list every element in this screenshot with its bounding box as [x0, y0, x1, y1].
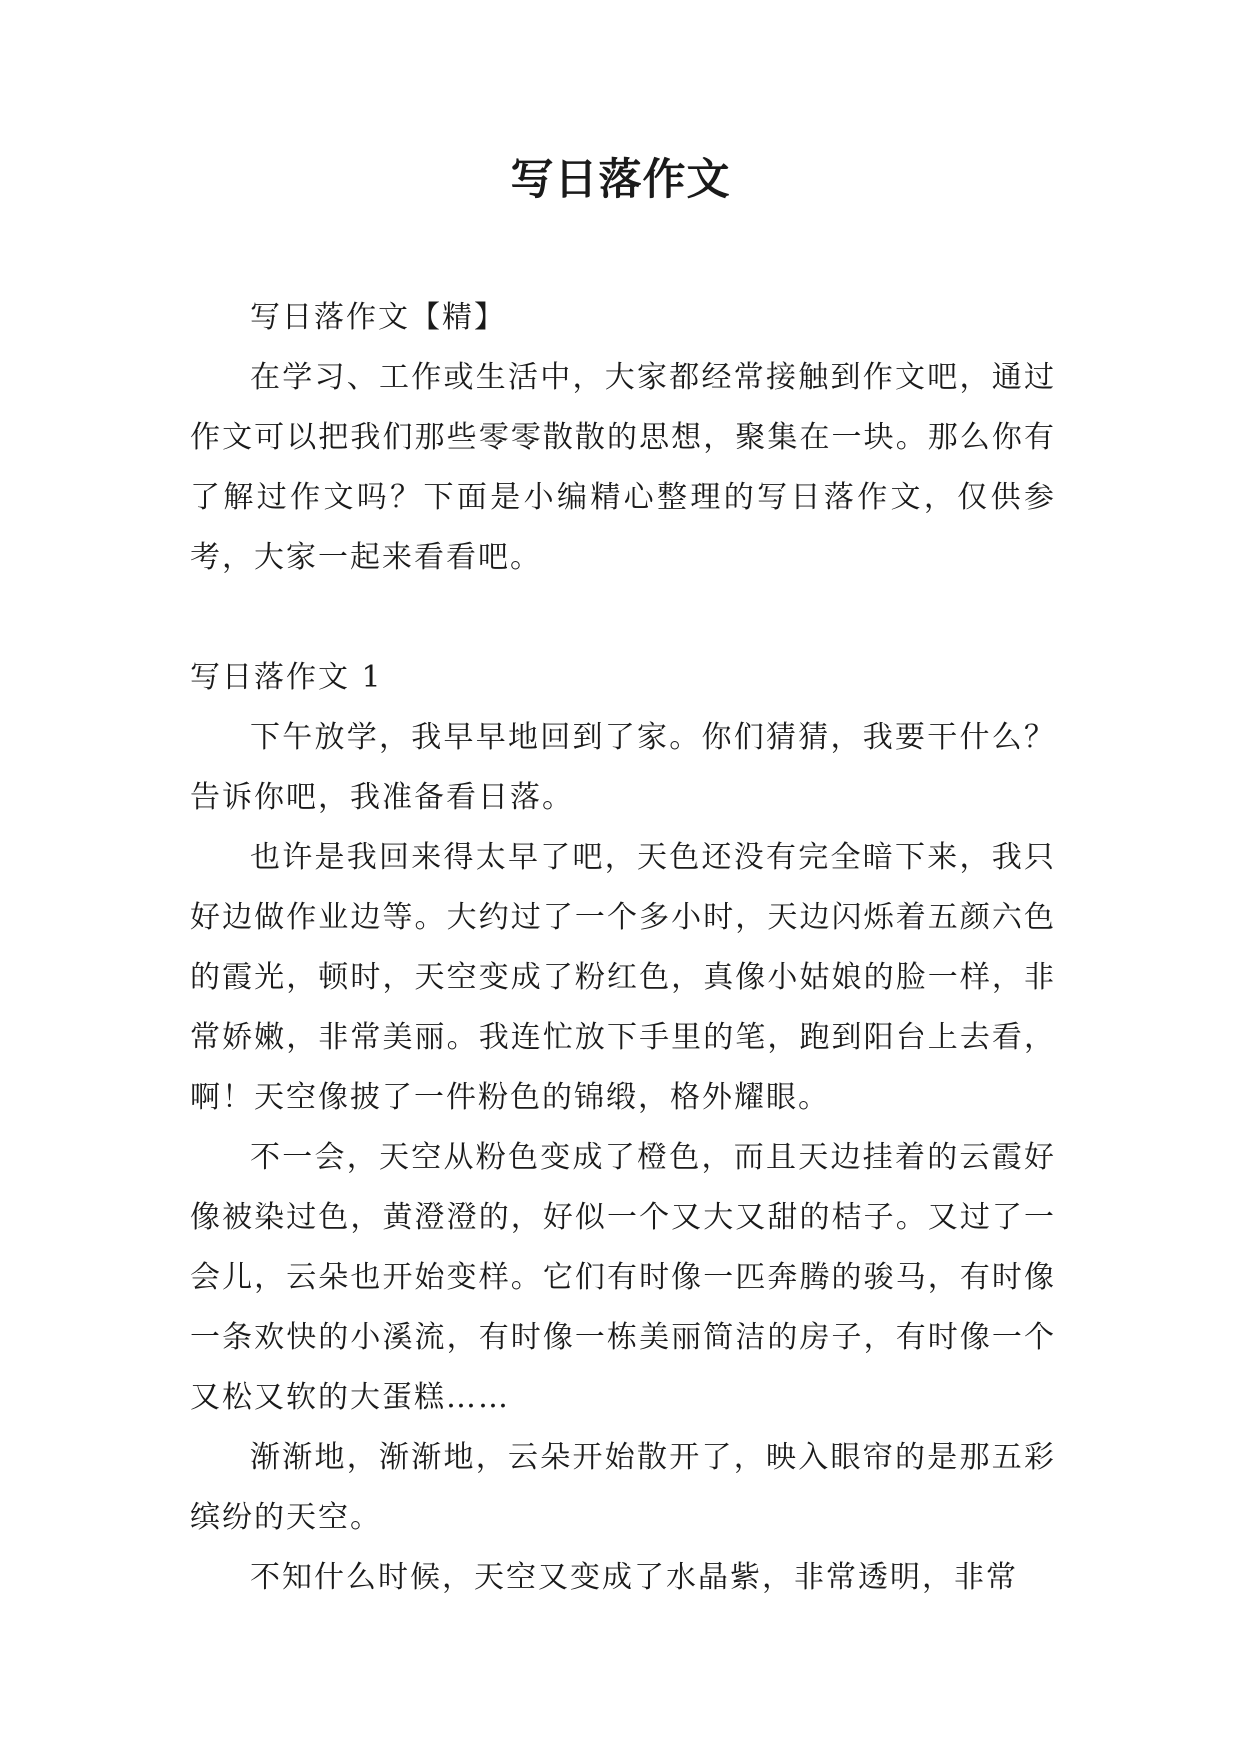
body-paragraph: 下午放学，我早早地回到了家。你们猜猜，我要干什么？告诉你吧，我准备看日落。 [190, 720, 1056, 815]
document-body [190, 288, 1056, 1608]
document-title: 写日落作文 [510, 155, 731, 205]
body-paragraph: 也许是我回来得太早了吧，天色还没有完全暗下来，我只好边做作业边等。大约过了一个多小时，天边闪烁着五颜六色的霞光，顿时，天空变成了粉红色，真像小姑娘的脸一样，非常娇嫩，非常美丽。我连忙放下手里的笔，跑到阳台上去看，啊！天空像披了一件粉色的锦缎，格外耀眼。 [190, 840, 1056, 1115]
section-heading: 写日落作文 1 [190, 660, 383, 695]
body-paragraph: 不一会，天空从粉色变成了橙色，而且天边挂着的云霞好像被染过色，黄澄澄的，好似一个又大又甜的桔子。又过了一会儿，云朵也开始变样。它们有时像一匹奔腾的骏马，有时像一条欢快的小溪流，有时像一栋美丽简洁的房子，有时像一个又松又软的大蛋糕…… [190, 1140, 1056, 1415]
intro-paragraph: 在学习、工作或生活中，大家都经常接触到作文吧，通过作文可以把我们那些零零散散的思想，聚集在一块。那么你有了解过作文吗？下面是小编精心整理的写日落作文，仅供参考，大家一起来看看吧。 [190, 360, 1056, 575]
document-subtitle: 写日落作文【精】 [250, 300, 506, 335]
body-paragraph: 渐渐地，渐渐地，云朵开始散开了，映入眼帘的是那五彩缤纷的天空。 [190, 1440, 1056, 1535]
body-paragraph: 不知什么时候，天空又变成了水晶紫，非常透明，非常 [250, 1560, 1018, 1595]
